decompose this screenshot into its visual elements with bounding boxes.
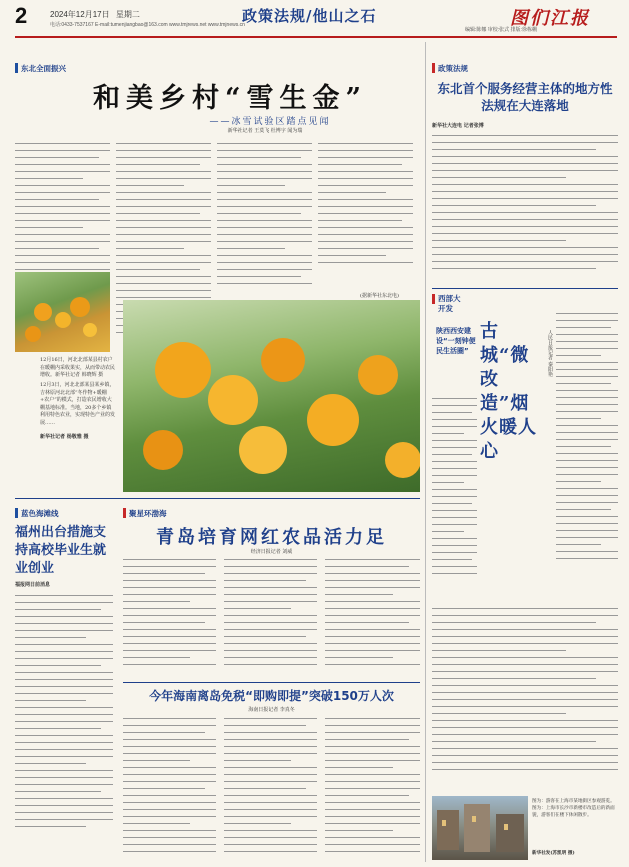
- column-rule: [425, 42, 426, 862]
- feature-kicker: 陕西西安建设“一刻钟便民生活圈”: [436, 327, 476, 355]
- photo-caption-1: 12月16日，河北北部某县村农户在暖棚内采收果实，从而带动农民增收。新华社记者 韩晓辉 摄: [40, 357, 116, 378]
- feature-body-col-3: [432, 605, 618, 795]
- right-top-body: [432, 132, 618, 282]
- section-title: 政策法规/他山之石: [242, 7, 377, 25]
- qingdao-headline: 青岛培育网红农品活力足: [156, 527, 387, 548]
- photo-fruit: [123, 300, 420, 492]
- section-marker: [432, 63, 435, 73]
- photo-texture: [15, 272, 110, 352]
- section-label-text: 西部大开发: [438, 294, 461, 313]
- qingdao-byline: 经济日报记者 刘威: [250, 549, 293, 555]
- qingdao-body-col-1: [123, 556, 216, 676]
- mid-divider: [123, 682, 420, 683]
- fujian-headline: 福州出台措施支持高校毕业生就业创业: [15, 525, 107, 576]
- main-body-col-4: [318, 140, 413, 285]
- section-label-text: 蓝色海滩线: [21, 508, 59, 518]
- section-label-lantu: [15, 507, 59, 519]
- greenhouse-photo-small: [15, 272, 110, 352]
- page-number: 2: [15, 3, 28, 28]
- main-body-col-3: [217, 140, 312, 300]
- date-text: 2024年12月17日: [50, 10, 110, 19]
- right-divider: [432, 288, 618, 289]
- section-label-ring: [123, 507, 167, 519]
- greenhouse-photo-large: [123, 300, 420, 492]
- main-byline: 新华社记者 王莫飞 杜博宇 闻为瑞: [227, 128, 303, 134]
- section-marker: [15, 508, 18, 518]
- right-top-byline: 新华社大连电 记者张博: [432, 123, 484, 129]
- main-headline: 和美乡村“雪生金”: [92, 83, 368, 114]
- fujian-byline: 福报网日前消息: [15, 582, 51, 588]
- masthead-logo: 图们江报: [510, 8, 590, 29]
- contact-line: 电话:0433-7537167 E-mail:tumenjiangbao@163.com www.tmjrews.net www.tmjnews.cn: [50, 22, 245, 28]
- street-photo: [432, 796, 528, 860]
- section-label-policy: [432, 62, 468, 74]
- feature-headline: 古城“微改造”烟火暖人心: [480, 321, 537, 462]
- feature-body-col-2: [556, 310, 618, 600]
- section-marker: [15, 63, 18, 73]
- photo-street: [432, 796, 528, 860]
- editor-line: 编辑:陈娜 审校:张式 排版:徐栋棚: [465, 27, 537, 33]
- bottom-right-credit: 新华社发(苏凯明 摄): [532, 851, 575, 856]
- photo-credit: 新华社记者 杨敬雅 摄: [40, 434, 89, 440]
- hainan-body-col-3: [325, 715, 420, 860]
- section-label-west: [432, 294, 468, 318]
- hainan-byline: 海南日报记者 李真冬: [248, 707, 295, 713]
- issue-date: [50, 9, 140, 20]
- qingdao-body-col-2: [224, 556, 317, 676]
- fujian-body: [15, 592, 113, 857]
- photo-caption-2: 12月3日，河北北部某县某乡镇，吉林原河北北部“冬作物+暖棚+农户”的模式，打造农民增收大棚基地标准。当地，20多个乡镇利用特色农业，实现特色产业的发展……: [40, 382, 116, 426]
- hainan-body-col-2: [224, 715, 317, 860]
- section-label-northeast: [15, 62, 66, 74]
- hainan-body-col-1: [123, 715, 216, 860]
- bottom-right-caption: 图为：游客在上海市某地街区参观游览。图为：上海市长沙市新楼市改造后的新面貌，游客们在楼下休闲散步。: [532, 799, 615, 818]
- section-label-text: 政策法规: [438, 63, 468, 73]
- section-marker: [432, 294, 435, 304]
- right-top-headline: 东北首个服务经营主体的地方性法规在大连落地: [437, 81, 613, 113]
- hainan-headline: 今年海南离岛免税“即购即提”突破150万人次: [149, 689, 394, 703]
- weekday-text: 星期二: [115, 10, 140, 19]
- section-marker: [123, 508, 126, 518]
- header-rule: [15, 36, 617, 38]
- section-label-text: 聚星环渤海: [129, 508, 167, 518]
- feature-subbyline: 人民日报记者 秦阳艳: [547, 330, 553, 377]
- main-subtitle: ——冰雪试验区踏点见闻: [209, 117, 331, 127]
- qingdao-body-col-3: [325, 556, 420, 676]
- feature-body-col-1: [432, 395, 477, 595]
- left-divider: [15, 498, 420, 499]
- right-credit: (据新华社东北电): [360, 293, 399, 299]
- section-label-text: 东北全面振兴: [21, 63, 66, 73]
